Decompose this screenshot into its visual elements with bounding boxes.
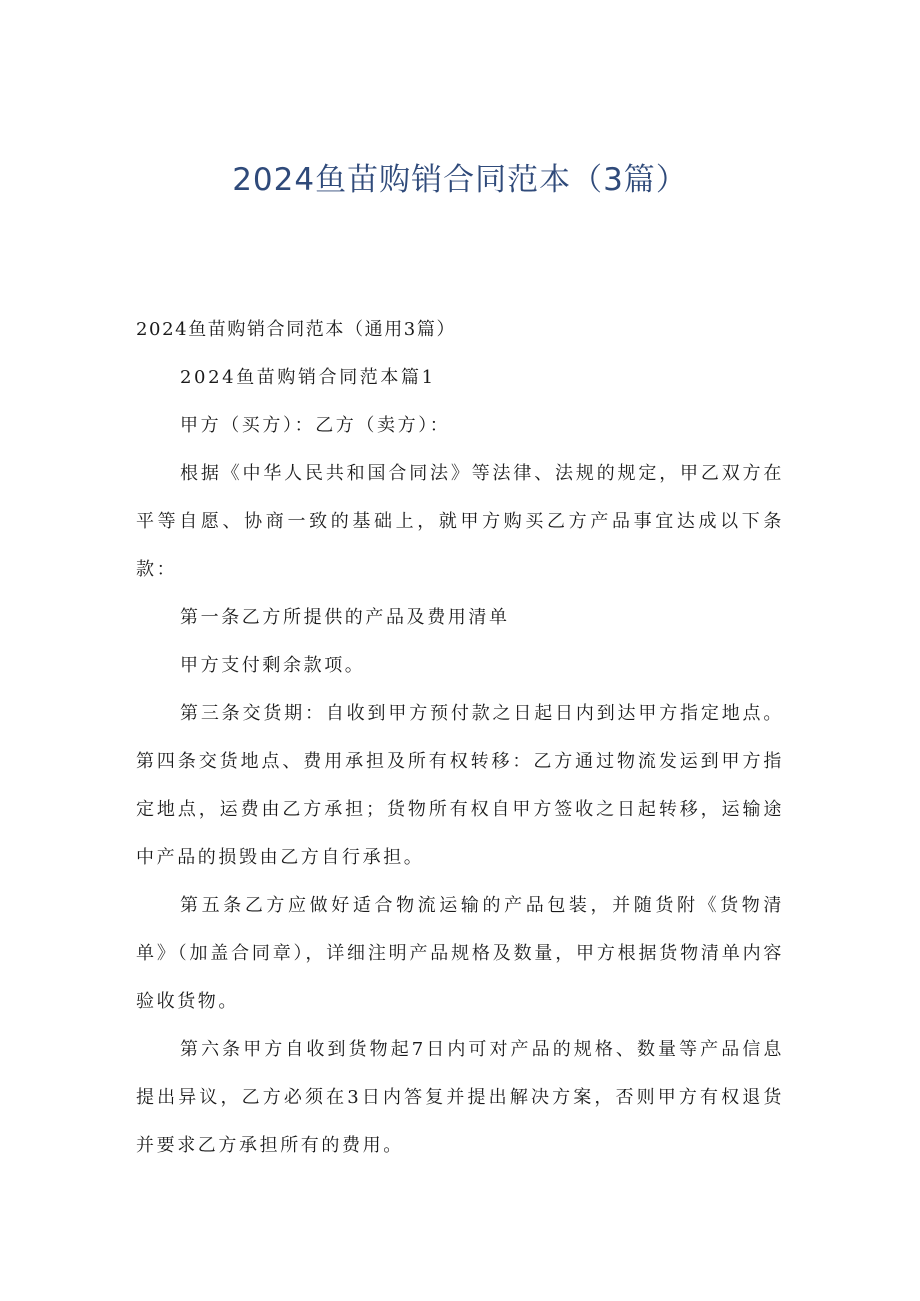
clause-5: 第五条乙方应做好适合物流运输的产品包装，并随货附《货物清单》（加盖合同章），详细注明产品规格及数量，甲方根据货物清单内容验收货物。	[136, 895, 784, 1012]
document-body	[136, 306, 784, 1170]
clause-1: 第一条乙方所提供的产品及费用清单	[180, 607, 510, 628]
clause-3-4: 第三条交货期：自收到甲方预付款之日起日内到达甲方指定地点。第四条交货地点、费用承担及所有权转移：乙方通过物流发运到甲方指定地点，运费由乙方承担；货物所有权自甲方签收之日起转移，运输途中产品的损毁由乙方自行承担。	[136, 703, 784, 868]
document-title: 2024鱼苗购销合同范本（3篇）	[232, 162, 688, 198]
clause-6: 第六条甲方自收到货物起7日内可对产品的规格、数量等产品信息提出异议，乙方必须在3日内答复并提出解决方案，否则甲方有权退货并要求乙方承担所有的费用。	[136, 1039, 784, 1156]
payment-note: 甲方支付剩余款项。	[180, 655, 366, 676]
section-heading: 2024鱼苗购销合同范本篇1	[180, 367, 436, 388]
contract-preamble: 根据《中华人民共和国合同法》等法律、法规的规定，甲乙双方在平等自愿、协商一致的基础上，就甲方购买乙方产品事宜达成以下条款：	[136, 463, 784, 580]
document-subtitle: 2024鱼苗购销合同范本（通用3篇）	[136, 319, 457, 340]
contract-parties: 甲方（买方）：乙方（卖方）：	[180, 415, 451, 436]
